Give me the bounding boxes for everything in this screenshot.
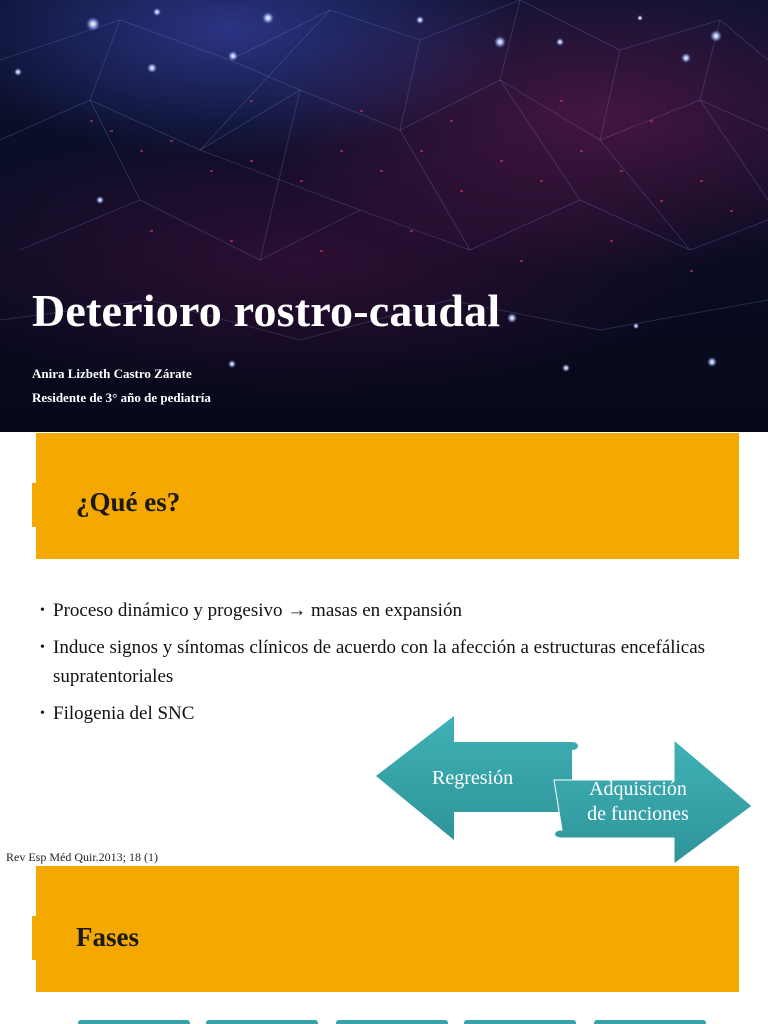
adquisicion-label-line2: de funciones xyxy=(587,803,689,825)
adquisicion-label-line1: Adquisición xyxy=(589,778,687,800)
list-item xyxy=(40,633,740,691)
author-name: Anira Lizbeth Castro Zárate xyxy=(32,366,192,381)
bullet-text: Induce signos y síntomas clínicos de acuerdo con la afección a estructuras encefálicas supratentoriales xyxy=(53,637,706,687)
bullet-icon: • xyxy=(40,706,45,721)
phase-box xyxy=(336,1020,448,1024)
banner-tab xyxy=(32,483,38,527)
section-banner-que-es xyxy=(36,433,739,559)
presentation-title: Deterioro rostro-caudal xyxy=(32,285,501,336)
adquisicion-label xyxy=(568,777,708,827)
list-item xyxy=(40,596,740,625)
section-heading: ¿Qué es? xyxy=(76,487,181,517)
phase-box xyxy=(594,1020,706,1024)
bullet-text: Proceso dinámico y progesivo → masas en expansión xyxy=(53,600,462,621)
bullet-text: Filogenia del SNC xyxy=(53,703,195,724)
banner-tab xyxy=(32,916,38,960)
citation: Rev Esp Méd Quir.2013; 18 (1) xyxy=(6,850,158,864)
phase-box xyxy=(464,1020,576,1024)
section-heading: Fases xyxy=(76,922,139,952)
bullet-icon: • xyxy=(40,603,45,618)
author-role: Residente de 3° año de pediatría xyxy=(32,390,211,405)
bullet-icon: • xyxy=(40,640,45,655)
regresion-label: Regresión xyxy=(432,767,514,789)
title-slide xyxy=(0,0,768,432)
phase-box xyxy=(206,1020,318,1024)
phase-box xyxy=(78,1020,190,1024)
section-banner-fases xyxy=(36,866,739,992)
